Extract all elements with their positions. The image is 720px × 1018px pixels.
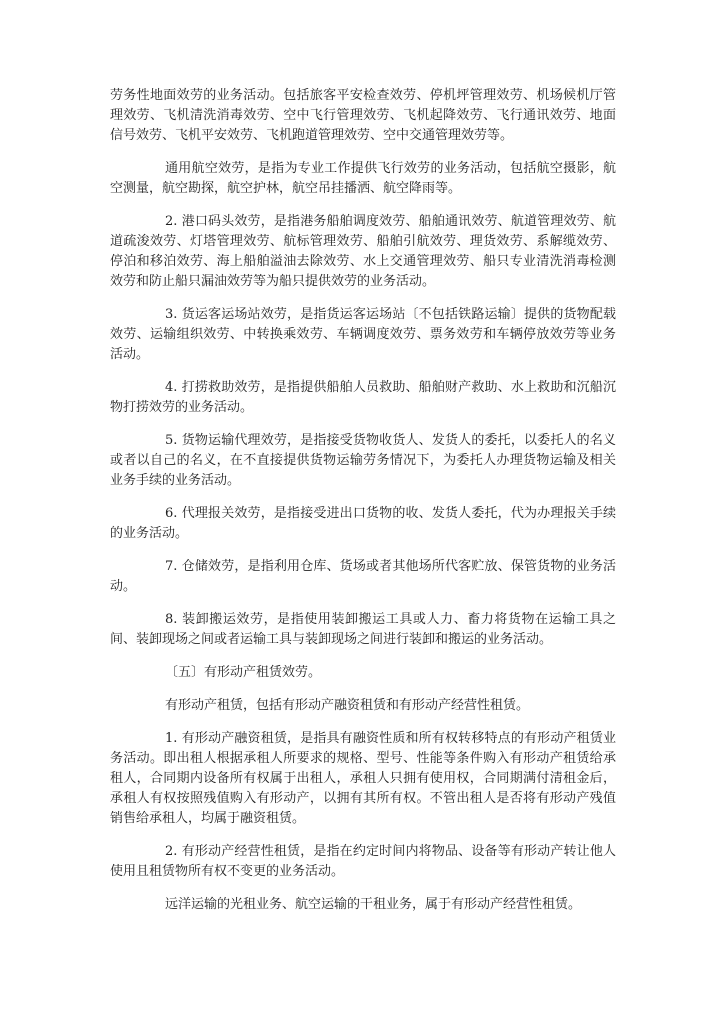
paragraph-freight-passenger-station: 3. 货运客运场站效劳，是指货运客运场站〔不包括铁路运输〕提供的货物配载效劳、运输组织效劳、中转换乘效劳、车辆调度效劳、票务效劳和车辆停放效劳等业务活动。 [110, 307, 616, 362]
paragraph-charter-leasing: 远洋运输的光租业务、航空运输的干租业务，属于有形动产经营性租赁。 [165, 897, 582, 912]
paragraph-port-services: 2. 港口码头效劳，是指港务船舶调度效劳、船舶通讯效劳、航道管理效劳、航道疏浚效劳、灯塔管理效劳、航标管理效劳、船舶引航效劳、理货效劳、系解缆效劳、停泊和移泊效劳、海上船舶溢油去除效劳、水上交通管理效劳、船只专业清洗消毒检测效劳和防止船只漏油效劳等为船只提供效劳的业务活动。 [110, 214, 616, 289]
paragraph-general-aviation: 通用航空效劳，是指为专业工作提供飞行效劳的业务活动，包括航空摄影，航空测量，航空勘探，航空护林，航空吊挂播洒、航空降雨等。 [110, 161, 616, 196]
paragraph-warehousing: 7. 仓储效劳，是指利用仓库、货场或者其他场所代客贮放、保管货物的业务活动。 [110, 559, 616, 594]
paragraph-loading-unloading: 8. 装卸搬运效劳，是指使用装卸搬运工具或人力、畜力将货物在运输工具之间、装卸现场之间或者运输工具与装卸现场之间进行装卸和搬运的业务活动。 [110, 612, 616, 647]
paragraph-operating-leasing: 2. 有形动产经营性租赁，是指在约定时间内将物品、设备等有形动产转让他人使用且租赁物所有权不变更的业务活动。 [110, 844, 616, 879]
paragraph-ground-services: 劳务性地面效劳的业务活动。包括旅客平安检查效劳、停机坪管理效劳、机场候机厅管理效劳、飞机清洗消毒效劳、空中飞行管理效劳、飞机起降效劳、飞行通讯效劳、地面信号效劳、飞机平安效劳、飞机跑道管理效劳、空中交通管理效劳等。 [110, 88, 616, 143]
document-page [110, 86, 616, 928]
paragraph-finance-leasing: 1. 有形动产融资租赁，是指具有融资性质和所有权转移特点的有形动产租赁业务活动。即出租人根据承租人所要求的规格、型号、性能等条件购入有形动产租赁给承租人，合同期内设备所有权属于出租人，承租人只拥有使用权，合同期满付清租金后，承租人有权按照残值购入有形动产，以拥有其所有权。不管出租人是否将有形动产残值销售给承租人，均属于融资租赁。 [110, 731, 616, 826]
section-heading-leasing: 〔五〕有形动产租赁效劳。 [165, 665, 322, 680]
paragraph-leasing-overview: 有形动产租赁，包括有形动产融资租赁和有形动产经营性租赁。 [165, 698, 530, 713]
paragraph-customs-agency: 6. 代理报关效劳，是指接受进出口货物的收、发货人委托，代为办理报关手续的业务活动。 [110, 506, 616, 541]
paragraph-salvage-rescue: 4. 打捞救助效劳，是指提供船舶人员救助、船舶财产救助、水上救助和沉船沉物打捞效劳的业务活动。 [110, 380, 616, 415]
paragraph-freight-agency: 5. 货物运输代理效劳，是指接受货物收货人、发货人的委托，以委托人的名义或者以自己的名义，在不直接提供货物运输劳务情况下，为委托人办理货物运输及相关业务手续的业务活动。 [110, 433, 616, 488]
